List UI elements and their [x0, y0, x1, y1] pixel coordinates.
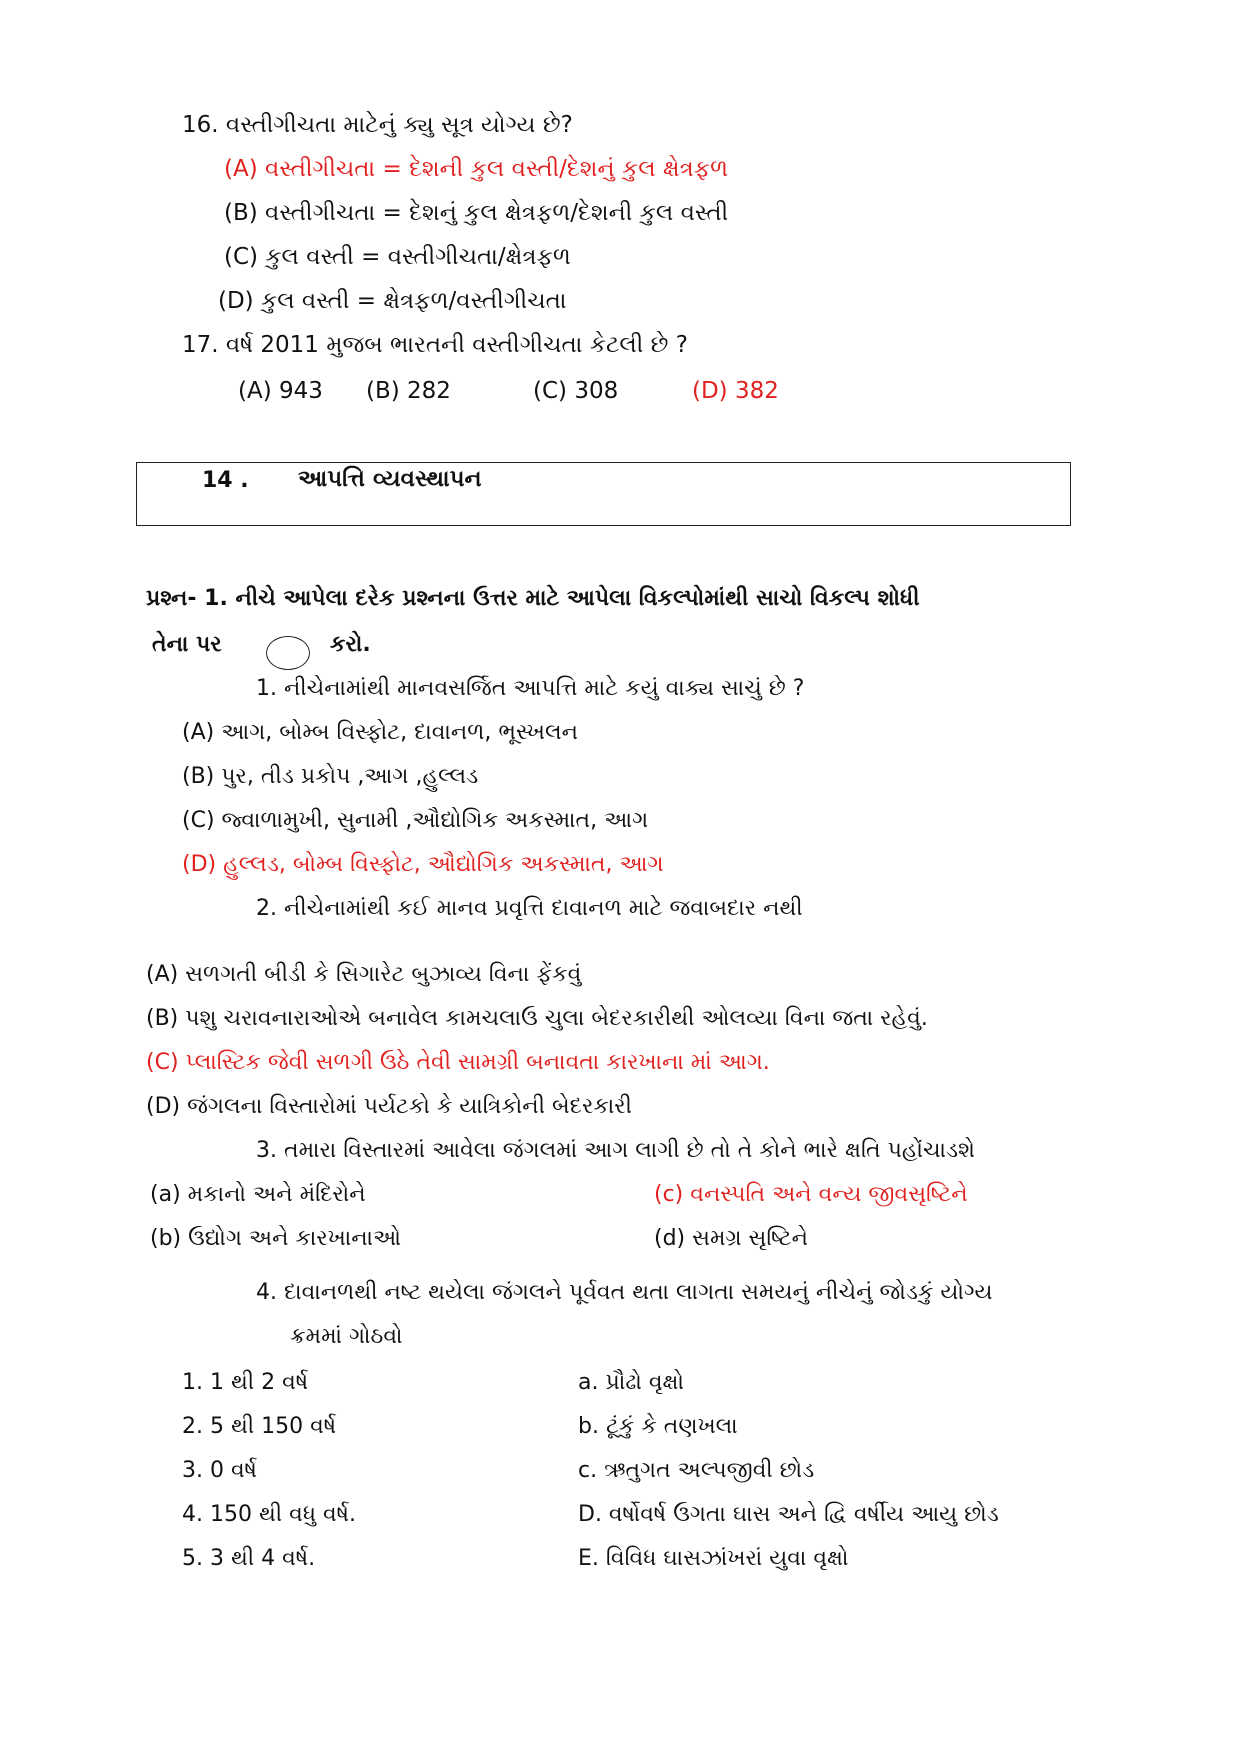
match-right-item: c. ઋતુગત અલ્પજીવી છોડ [578, 1458, 815, 1483]
p4-question-line1: 4. દાવાનળથી નષ્ટ થયેલા જંગલને પૂર્વવત થતા લાગતા સમયનું નીચેનું જોડકું યોગ્ય [256, 1280, 993, 1305]
match-right-item: D. વર્ષોવર્ષ ઉગતા ઘાસ અને દ્વિ વર્ષીય આયુ છોડ [578, 1502, 999, 1527]
match-right-item: b. ટૂંકું કે તણખલા [578, 1414, 738, 1439]
q17-option-d: (D) 382 [692, 378, 779, 404]
match-left-item: 5. 3 થી 4 વર્ષ. [182, 1546, 316, 1571]
answer-circle-icon [266, 636, 310, 670]
p2-option-b: (B) પશુ ચરાવનારાઓએ બનાવેલ કામચલાઉ ચુલા બેદરકારીથી ઓલવ્યા વિના જતા રહેવું. [146, 1006, 928, 1031]
p3-option-d: (d) સમગ્ર સૃષ્ટિને [654, 1226, 808, 1251]
q16-option-b: (B) વસ્તીગીચતા = દેશનું કુલ ક્ષેત્રફળ/દેશની કુલ વસ્તી [224, 200, 729, 226]
match-left-item: 4. 150 થી વધુ વર્ષ. [182, 1502, 357, 1527]
q17-question: 17. વર્ષ 2011 મુજબ ભારતની વસ્તીગીચતા કેટલી છે ? [182, 332, 688, 358]
q16-option-d: (D) કુલ વસ્તી = ક્ષેત્રફળ/વસ્તીગીચતા [218, 288, 567, 314]
p2-option-d: (D) જંગલના વિસ્તારોમાં પર્યટકો કે યાત્રિકોની બેદરકારી [146, 1094, 632, 1119]
p2-option-c: (C) પ્લાસ્ટિક જેવી સળગી ઉઠે તેવી સામગ્રી બનાવતા કારખાના માં આગ. [146, 1050, 770, 1075]
q16-option-c: (C) કુલ વસ્તી = વસ્તીગીચતા/ક્ષેત્રફળ [224, 244, 571, 270]
p3-option-c: (c) વનસ્પતિ અને વન્ય જીવસૃષ્ટિને [654, 1182, 968, 1207]
p1-option-c: (C) જ્વાળામુખી, સુનામી ,ઔદ્યોગિક અકસ્માત, આગ [182, 808, 649, 833]
p2-option-a: (A) સળગતી બીડી કે સિગારેટ બુઝાવ્ય વિના ફેંકવું [146, 962, 582, 987]
p1-option-b: (B) પુર, તીડ પ્રકોપ ,આગ ,હુલ્લડ [182, 764, 479, 789]
p3-option-b: (b) ઉદ્યોગ અને કારખાનાઓ [150, 1226, 402, 1251]
p1-option-d: (D) હુલ્લડ, બોમ્બ વિસ્ફોટ, ઔદ્યોગિક અકસ્માત, આગ [182, 852, 664, 877]
match-left-item: 2. 5 થી 150 વર્ષ [182, 1414, 337, 1439]
q17-option-a: (A) 943 [238, 378, 323, 404]
p4-question-line2: ક્રમમાં ગોઠવો [290, 1324, 403, 1349]
instruction-line2-start: તેના પર [152, 632, 222, 657]
match-right-item: a. પ્રૌઢો વૃક્ષો [578, 1370, 685, 1395]
p3-question: 3. તમારા વિસ્તારમાં આવેલા જંગલમાં આગ લાગી છે તો તે કોને ભારે ક્ષતિ પહોંચાડશે [256, 1138, 976, 1163]
q16-question: 16. વસ્તીગીચતા માટેનું ક્યુ સૂત્ર યોગ્ય છે? [182, 112, 573, 138]
p1-option-a: (A) આગ, બોમ્બ વિસ્ફોટ, દાવાનળ, ભૂસ્ખલન [182, 720, 579, 745]
chapter-title: આપત્તિ વ્યવસ્થાપન [298, 466, 482, 492]
match-left-item: 1. 1 થી 2 વર્ષ [182, 1370, 309, 1395]
match-left-item: 3. 0 વર્ષ [182, 1458, 257, 1483]
chapter-header-box [136, 462, 1071, 526]
q16-option-a: (A) વસ્તીગીચતા = દેશની કુલ વસ્તી/દેશનું કુલ ક્ષેત્રફળ [224, 156, 729, 182]
p2-question: 2. નીચેનામાંથી કઈ માનવ પ્રવૃત્તિ દાવાનળ માટે જવાબદાર નથી [256, 896, 803, 921]
p1-question: 1. નીચેનામાંથી માનવસર્જિત આપત્તિ માટે કયું વાક્ય સાચું છે ? [256, 676, 805, 701]
q17-option-c: (C) 308 [533, 378, 619, 404]
instruction-line2-end: કરો. [330, 632, 371, 657]
q17-option-b: (B) 282 [366, 378, 451, 404]
match-right-item: E. વિવિધ ઘાસઝાંખરાં યુવા વૃક્ષો [578, 1546, 849, 1571]
instruction-line1: પ્રશ્ન- 1. નીચે આપેલા દરેક પ્રશ્નના ઉત્તર માટે આપેલા વિકલ્પોમાંથી સાચો વિકલ્પ શોધી [146, 586, 920, 611]
chapter-number: 14 . [202, 468, 249, 493]
p3-option-a: (a) મકાનો અને મંદિરોને [150, 1182, 366, 1207]
